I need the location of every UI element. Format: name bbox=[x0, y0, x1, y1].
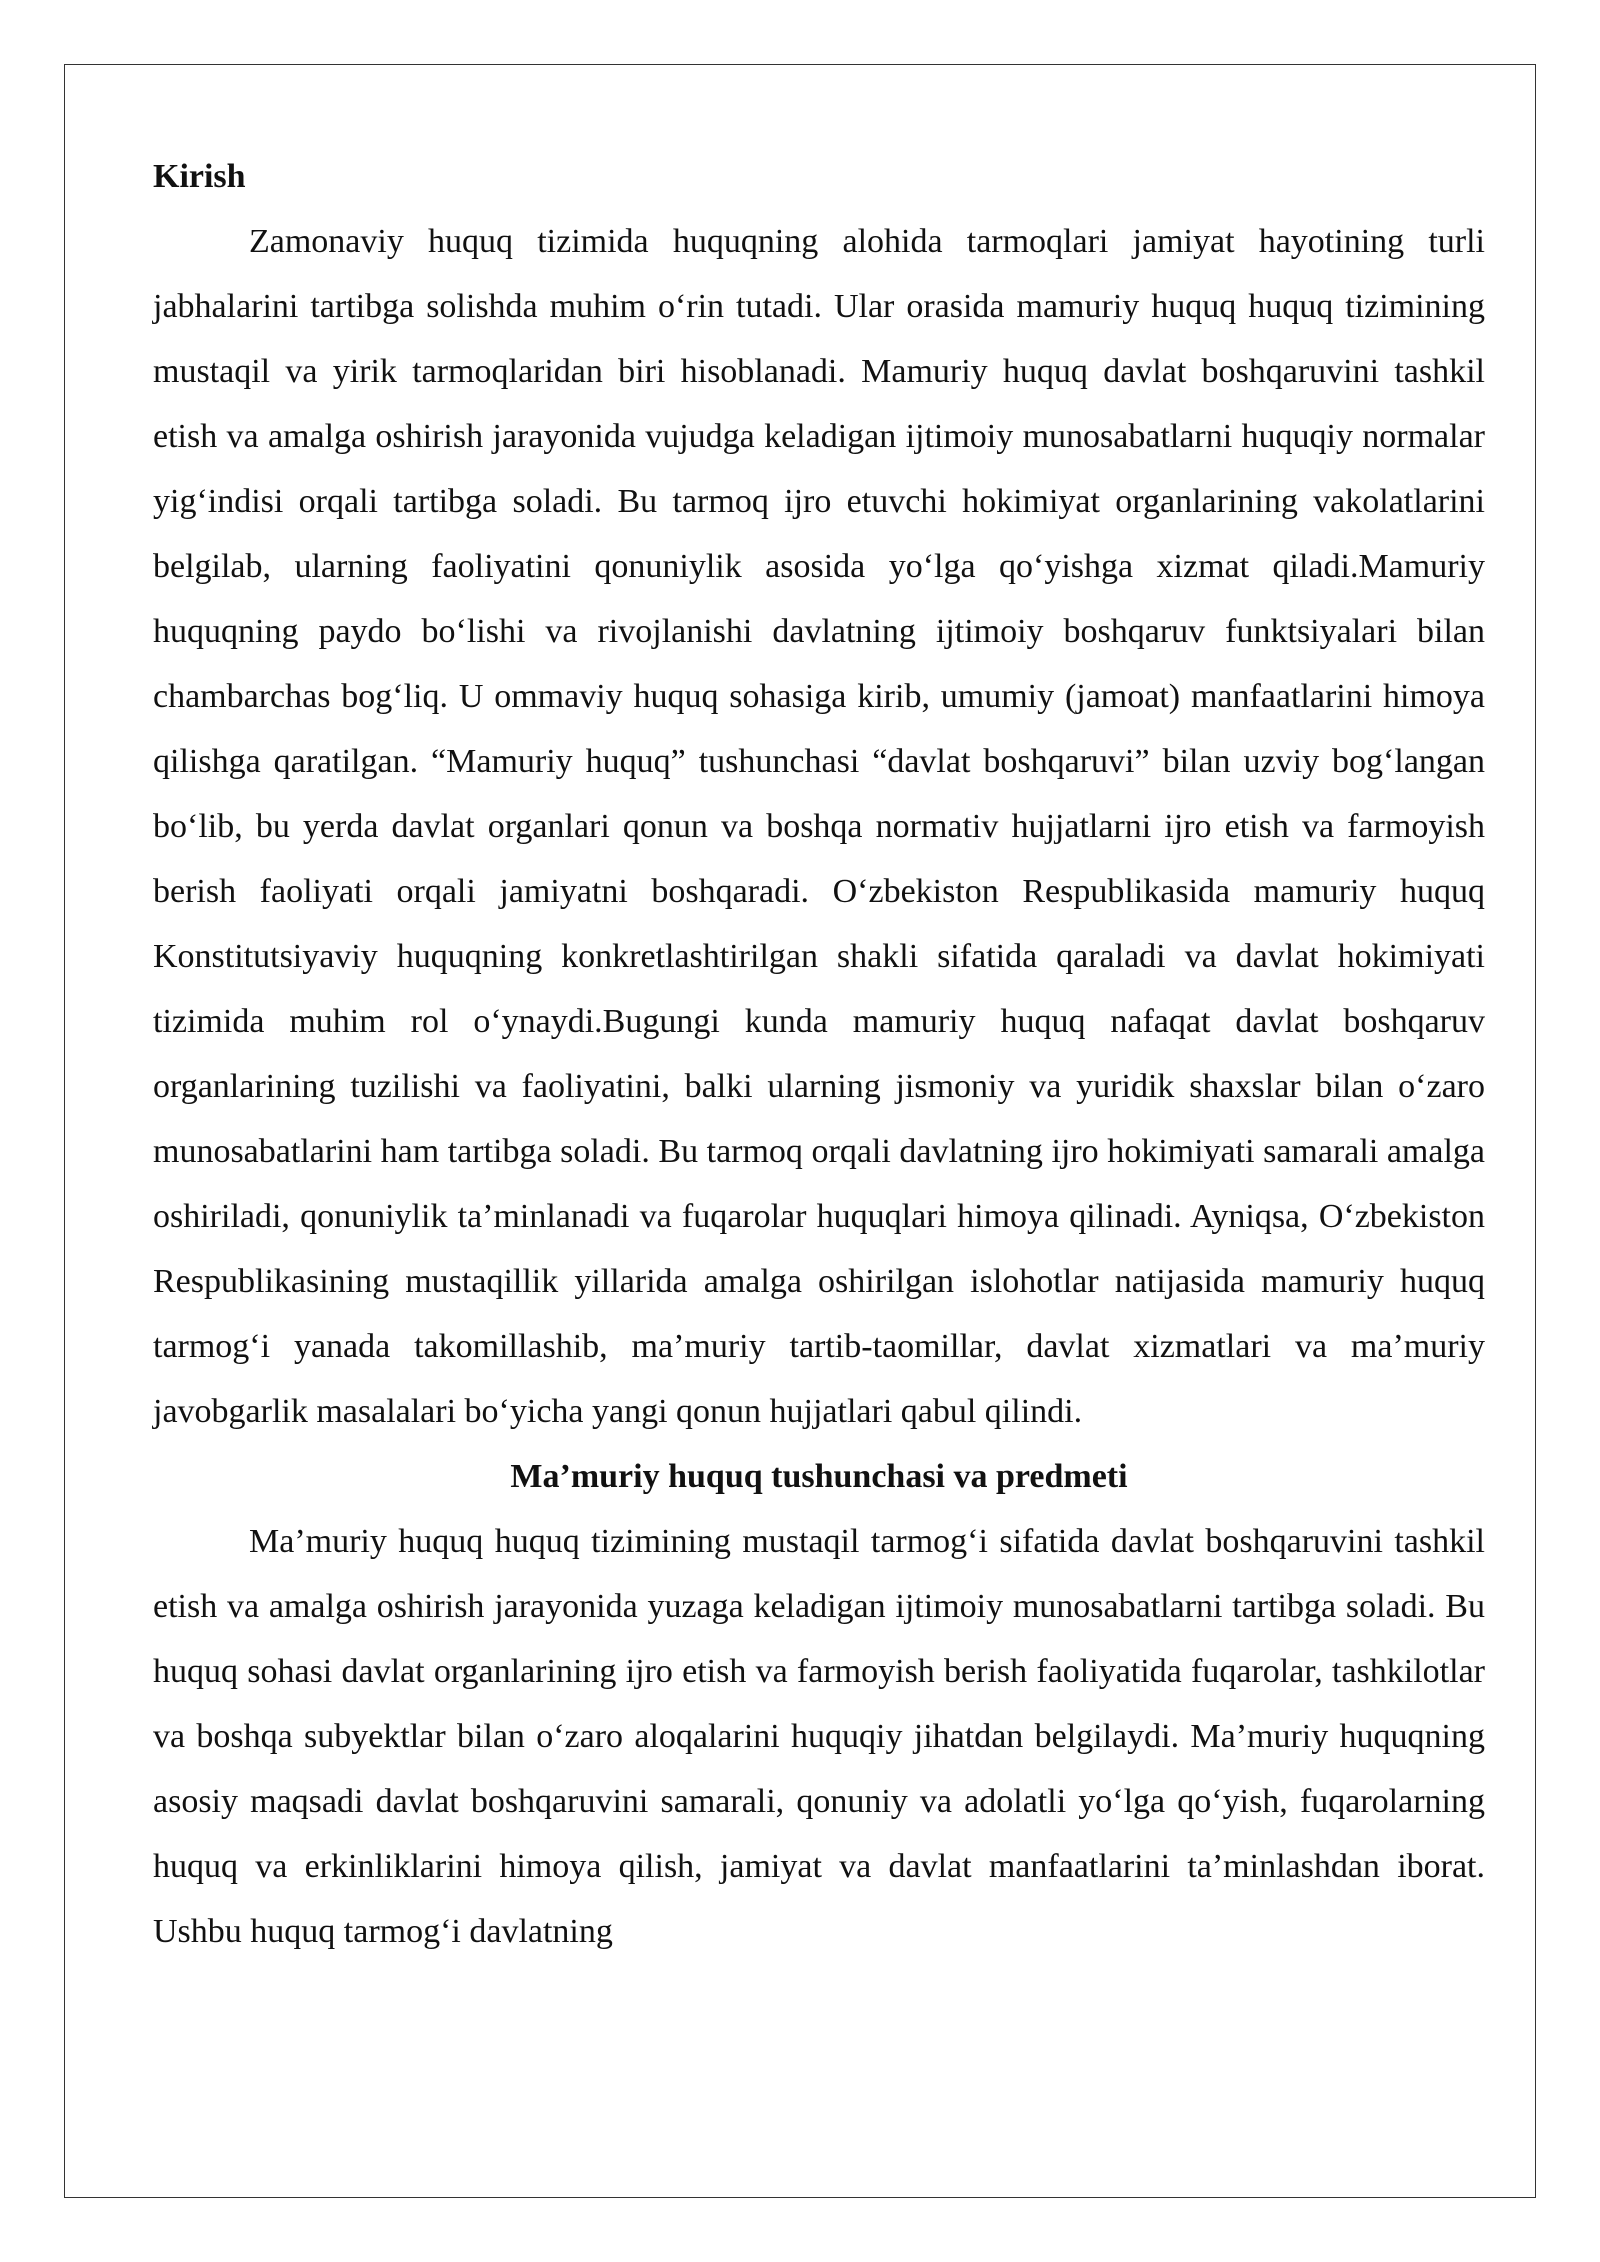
section-heading-kirish: Kirish bbox=[153, 158, 246, 195]
paragraph-introduction: Zamonaviy huquq tizimida huquqning alohida tarmoqlari jamiyat hayotining turli jabhalarini tartibga solishda muhim o‘rin tutadi. Ular orasida mamuriy huquq huquq tizimining mustaqil va yirik tarmoqlaridan biri hisoblanadi. Mamuriy huquq davlat boshqaruvini tashkil etish va amalga oshirish jarayonida vujudga keladigan ijtimoiy munosabatlarni huquqiy normalar yig‘indisi orqali tartibga soladi. Bu tarmoq ijro etuvchi hokimiyat organlarining vakolatlarini belgilab, ularning faoliyatini qonuniylik asosida yo‘lga qo‘yishga xizmat qiladi.Mamuriy huquqning paydo bo‘lishi va rivojlanishi davlatning ijtimoiy boshqaruv funktsiyalari bilan chambarchas bog‘liq. U ommaviy huquq sohasiga kirib, umumiy (jamoat) manfaatlarini himoya qilishga qaratilgan. “Mamuriy huquq” tushunchasi “davlat boshqaruvi” bilan uzviy bog‘langan bo‘lib, bu yerda davlat organlari qonun va boshqa normativ hujjatlarni ijro etish va farmoyish berish faoliyati orqali jamiyatni boshqaradi. O‘zbekiston Respublikasida mamuriy huquq Konstitutsiyaviy huquqning konkretlashtirilgan shakli sifatida qaraladi va davlat hokimiyati tizimida muhim rol o‘ynaydi.Bugungi kunda mamuriy huquq nafaqat davlat boshqaruv organlarining tuzilishi va faoliyatini, balki ularning jismoniy va yuridik shaxslar bilan o‘zaro munosabatlarini ham tartibga soladi. Bu tarmoq orqali davlatning ijro hokimiyati samarali amalga oshiriladi, qonuniylik ta’minlanadi va fuqarolar huquqlari himoya qilinadi. Ayniqsa, O‘zbekiston Respublikasining mustaqillik yillarida amalga oshirilgan islohotlar natijasida mamuriy huquq tarmog‘i yanada takomillashib, ma’muriy tartib-taomillar, davlat xizmatlari va ma’muriy javobgarlik masalalari bo‘yicha yangi qonun hujjatlari qabul qilindi. bbox=[153, 223, 1485, 1430]
document-body bbox=[153, 144, 1485, 1964]
paragraph-concept: Ma’muriy huquq huquq tizimining mustaqil tarmog‘i sifatida davlat boshqaruvini tashkil etish va amalga oshirish jarayonida yuzaga keladigan ijtimoiy munosabatlarni tartibga soladi. Bu huquq sohasi davlat organlarining ijro etish va farmoyish berish faoliyatida fuqarolar, tashkilotlar va boshqa subyektlar bilan o‘zaro aloqalarini huquqiy jihatdan belgilaydi. Ma’muriy huquqning asosiy maqsadi davlat boshqaruvini samarali, qonuniy va adolatli yo‘lga qo‘yish, fuqarolarning huquq va erkinliklarini himoya qilish, jamiyat va davlat manfaatlarini ta’minlashdan iborat. Ushbu huquq tarmog‘i davlatning bbox=[153, 1523, 1485, 1950]
section-heading-concept: Ma’muriy huquq tushunchasi va predmeti bbox=[510, 1458, 1128, 1495]
